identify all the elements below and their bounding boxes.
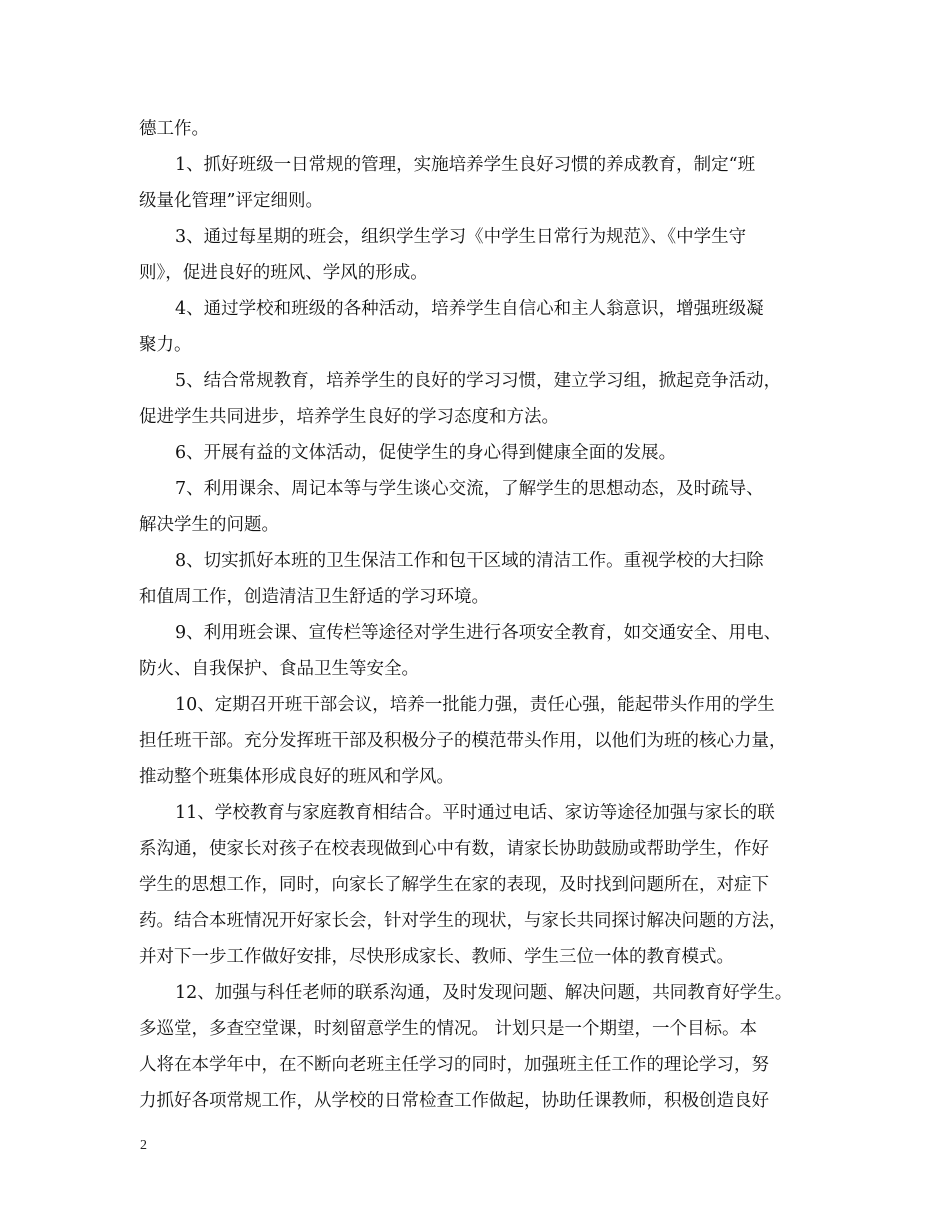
text-line: 防火、自我保护、食品卫生等安全。 — [139, 659, 419, 679]
text-line: 9、利用班会课、宣传栏等途径对学生进行各项安全教育，如交通安全、用电、 — [175, 623, 782, 643]
text-line: 6、开展有益的文体活动，促使学生的身心得到健康全面的发展。 — [175, 443, 677, 463]
text-line: 级量化管理”评定细则。 — [139, 191, 323, 211]
text-line: 解决学生的问题。 — [139, 515, 279, 535]
text-line: 担任班干部。充分发挥班干部及积极分子的模范带头作用，以他们为班的核心力量， — [139, 731, 787, 751]
text-line: 力抓好各项常规工作，从学校的日常检查工作做起，协助任课教师，积极创造良好 — [139, 1091, 769, 1111]
text-line: 4、通过学校和班级的各种活动，培养学生自信心和主人翁意识，增强班级凝 — [175, 299, 764, 319]
text-line: 1、抓好班级一日常规的管理，实施培养学生良好习惯的养成教育，制定“班 — [175, 155, 756, 175]
text-line: 推动整个班集体形成良好的班风和学风。 — [139, 767, 454, 787]
text-line: 8、切实抓好本班的卫生保洁工作和包干区域的清洁工作。重视学校的大扫除 — [175, 551, 764, 571]
text-line: 聚力。 — [139, 335, 192, 355]
text-line: 7、利用课余、周记本等与学生谈心交流，了解学生的思想动态，及时疏导、 — [175, 479, 764, 499]
text-line: 多巡堂，多查空堂课，时刻留意学生的情况。 计划只是一个期望，一个目标。本 — [139, 1019, 758, 1039]
text-line: 人将在本学年中，在不断向老班主任学习的同时，加强班主任工作的理论学习，努 — [139, 1055, 769, 1075]
text-line: 并对下一步工作做好安排，尽快形成家长、教师、学生三位一体的教育模式。 — [139, 947, 734, 967]
text-line: 药。结合本班情况开好家长会，针对学生的现状，与家长共同探讨解决问题的方法， — [139, 911, 787, 931]
page-number: 2 — [140, 1138, 147, 1153]
text-line: 和值周工作，创造清洁卫生舒适的学习环境。 — [139, 587, 489, 607]
text-line: 促进学生共同进步，培养学生良好的学习态度和方法。 — [139, 407, 559, 427]
text-line: 5、结合常规教育，培养学生的良好的学习习惯，建立学习组，掀起竞争活动， — [175, 371, 782, 391]
text-line: 12、加强与科任老师的联系沟通，及时发现问题、解决问题，共同教育好学生。 — [175, 983, 793, 1003]
text-line: 3、通过每星期的班会，组织学生学习《中学生日常行为规范》、《中学生守 — [175, 227, 747, 247]
text-line: 系沟通，使家长对孩子在校表现做到心中有数，请家长协助鼓励或帮助学生，作好 — [139, 839, 769, 859]
document-body — [139, 115, 829, 1123]
text-line: 则》，促进良好的班风、学风的形成。 — [139, 263, 428, 283]
text-line: 德工作。 — [139, 119, 209, 139]
text-line: 学生的思想工作，同时，向家长了解学生在家的表现，及时找到问题所在，对症下 — [139, 875, 769, 895]
text-line: 11、学校教育与家庭教育相结合。平时通过电话、家访等途径加强与家长的联 — [175, 803, 775, 823]
text-line: 10、定期召开班干部会议，培养一批能力强，责任心强，能起带头作用的学生 — [175, 695, 775, 715]
